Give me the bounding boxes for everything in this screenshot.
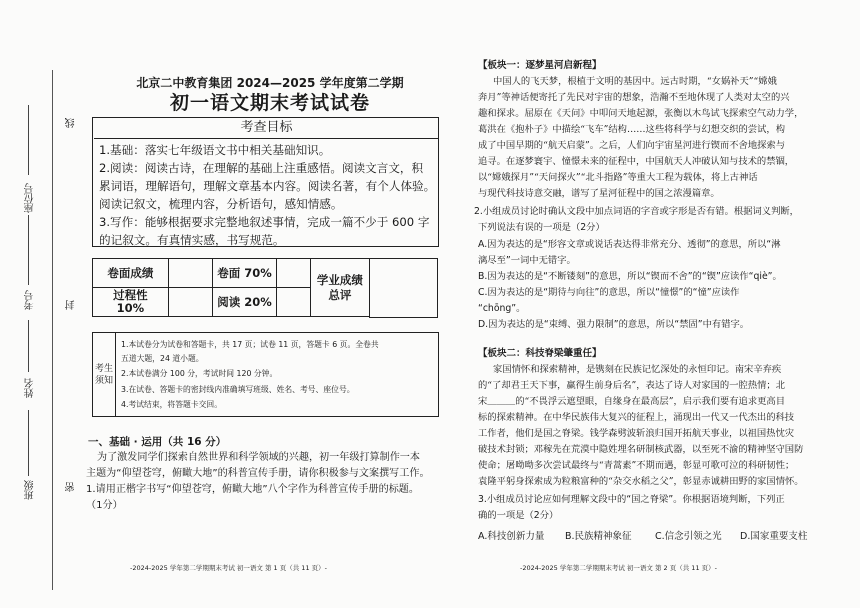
block1-title: 【板块一：逐梦星河启新程】 [478,60,602,71]
notice-box [92,332,439,417]
notice-label-line2: 须知 [94,375,113,386]
block1-line: 葛洪在《抱朴子》中描绘“飞车”结构……这些将科学与幻想交织的尝试，构 [478,124,786,135]
notice-label-line1: 考生 [94,363,113,374]
notice-item: 4.考试结束，将答题卡交回。 [121,400,223,409]
objective-line: 1.基础：落实七年级语文书中相关基础知识。 [99,143,331,157]
question2-stem: 2.小组成员讨论时确认文段中加点词语的字音或字形是否有错。根据词义判断， [474,206,799,217]
class-field[interactable] [28,410,29,476]
school-header: 北京二中教育集团 2024—2025 学年度第二学期 [136,76,404,90]
block2-line: 工作者，他们是国之脊梁。钱学森劈波斩浪归国开拓航天事业，以祖国热忱灾 [478,428,795,439]
overall-label-line2: 总评 [328,287,352,302]
question2-option-b: B.因为表达的是“不断镂刻”的意思，所以“锲而不舍”的“锲”应读作“qiè”。 [478,271,782,282]
reading-20-label: 阅读 20% [213,288,276,317]
notice-item: 3.在试卷、答题卡的密封线内准确填写班级、姓名、考号、座位号。 [121,385,355,394]
paper-70-label: 卷面 70% [213,259,276,288]
block2-line: 使命；屠呦呦多次尝试最终与“青蒿素”不期而遇，彰显可歌可泣的科研韧性； [478,460,795,471]
block1-line: 趣和探求。屈原在《天问》中叩问天地起源，张衡以木鸟试飞探索空气动力学， [478,108,804,119]
block1-line: 追寻。在逐梦寰宇、憧憬未来的征程中，中国航天人冲破认知与技术的禁锢， [478,156,795,167]
notice-item: 1.本试卷分为试卷和答题卡，共 17 页；试卷 11 页，答题卡 6 页。全卷共 [121,340,379,349]
block2-line: 的“了却君王天下事，赢得生前身后名”，表达了诗人对家国的一腔热情；北 [478,380,786,391]
block2-line: 袁隆平躬身探索成为粒粮富种的“杂交水稻之父”，彰显赤诚耕田野的家国情怀。 [478,476,804,487]
page2-footer: -2024-2025 学年第二学期期末考试 初一语文 第 2 页（共 11 页）- [520,564,717,572]
name-label: 姓名 [25,378,36,398]
notice-item: 2.本试卷满分 100 分，考试时间 120 分钟。 [121,369,278,378]
question2-option-c: “chōng”。 [478,303,526,314]
notice-item: 五道大题，24 道小题。 [121,354,204,363]
question2-option-c: C.因为表达的是“期待与向往”的意思，所以“憧憬”的“憧”应读作 [478,287,740,298]
objectives-title: 考查目标 [94,118,439,139]
class-label: 班级 [25,480,36,500]
block2-line: 宋＿＿＿的“不畏浮云遮望眼，自缘身在最高层”，启示我们要有追求更高目 [478,396,786,407]
process-label [93,288,169,317]
exam-title: 初一语文期末考试试卷 [169,92,370,114]
question1-points: （1分） [86,500,123,511]
paper-score-label: 卷面成绩 [93,259,169,288]
question2-option-a: 漓尽至”一词中无错字。 [478,255,576,266]
exam-number-field[interactable] [28,215,29,285]
objective-line: 3.写作：能够根据要求完整地叙述事情，完成一篇不少于 600 字 [99,215,430,229]
cut-label-dense: 密 [66,482,77,492]
seat-number-label: 座位号 [25,183,36,213]
notice-label [93,333,116,416]
overall-label-line1: 学业成绩 [316,272,363,287]
objective-line: 阅读记叙文，梳理内容，分析语句，感知情感。 [99,197,343,211]
block1-line: 奔月”等神话便寄托了先民对宇宙的想象，浩瀚不至地休现了人类对太空的兴 [478,92,790,103]
score-table [92,258,370,317]
overall-score-cell[interactable] [369,258,438,318]
question3-stem: 确的一项是（2分） [478,510,559,521]
question3-option-d: D.国家重要支柱 [740,531,808,542]
intro-line: 为了激发同学们探索自然世界和科学领域的兴趣，初一年级打算制作一本 [97,452,420,463]
objective-line: 的记叙文。有真情实感，书写规范。 [99,233,285,247]
intro-line: 主题为“仰望苍穹，俯瞰大地”的科普宣传手册，请你积极参与文案撰写工作。 [86,468,430,479]
paper-score-cell[interactable] [168,259,213,288]
reading-20-cell[interactable] [276,288,310,317]
exam-number-label: 考号 [25,290,36,310]
block2-line: 标的探索精神。在中华民族伟大复兴的征程上，涌现出一代又一代杰出的科技 [478,412,795,423]
section1-title: 一、基础 · 运用（共 16 分） [88,436,227,448]
overall-label [310,259,369,317]
process-cell[interactable] [168,288,213,317]
seal-line [52,70,53,590]
question1-text: 1.请用正楷字书写“仰望苍穹，俯瞰大地”八个字作为科普宣传手册的标题。 [86,484,419,495]
cut-label-seal: 封 [66,300,77,310]
block1-line: 中国人的飞天梦，根植于文明的基因中。远古时期，“女娲补天”“嫦娥 [493,76,777,87]
seat-number-field[interactable] [28,105,29,175]
block1-line: 以“嫦娥探月”“天问探火”“北斗指路”等重大工程为载体，将上古神话 [478,172,758,183]
process-label-line1: 过程性 [113,288,148,302]
cut-label-line: 线 [66,118,77,128]
name-field[interactable] [28,320,29,372]
block2-line: 破技术封锁；邓稼先在荒漠中隐姓埋名研制核武器，以至死不渝的精神坚守国防 [478,444,804,455]
process-label-line2: 10% [116,301,145,315]
question2-option-d: D.因为表达的是“束缚、强力限制”的意思，所以“禁固”中有错字。 [478,319,750,330]
block1-line: 与现代科技诗意交融，谱写了星河征程中的国之浓漫篇章。 [478,188,720,199]
block2-line: 家国情怀和探索精神，是镌刻在民族记忆深处的永恒印记。南宋辛弃疾 [493,364,782,375]
question3-option-b: B.民族精神象征 [565,531,632,542]
question3-option-c: C.信念引领之光 [655,531,722,542]
question2-stem: 下列说法有误的一项是（2分） [478,222,605,233]
page1-footer: -2024-2025 学年第二学期期末考试 初一语文 第 1 页（共 11 页）- [130,564,327,572]
block2-title: 【板块二：科技脊梁肇重任】 [478,348,602,359]
objective-line: 累词语，理解语句，理解文章基本内容。阅读名著，有个人体验。 [99,179,436,193]
paper-70-cell[interactable] [276,259,310,288]
question2-option-a: A.因为表达的是“形容文章或说话表达得非常充分、透彻”的意思，所以“淋 [478,239,781,250]
objective-line: 2.阅读：阅读古诗，在理解的基础上注重感悟。阅读文言文，积 [99,161,424,175]
question3-stem: 3.小组成员讨论应如何理解文段中的“国之脊梁”。你根据语境判断，下列正 [478,494,785,505]
question3-option-a: A.科技创新力量 [478,531,545,542]
block1-line: 成了中国早期的“航天启蒙”。之后，人们向宇宙星河进行锲而不舍地探索与 [478,140,786,151]
